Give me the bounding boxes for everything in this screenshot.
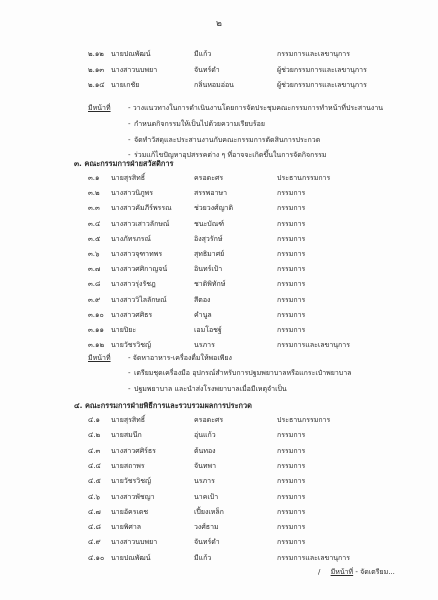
member-number: ๔.๖	[88, 492, 100, 501]
member-name: นางสาววิไลลักษณ์	[111, 295, 167, 304]
member-row	[0, 233, 438, 246]
member-row	[0, 324, 438, 337]
member-surname: จันทพา	[194, 461, 217, 470]
member-role: กรรมการ	[277, 250, 306, 258]
member-name: นายพิศาล	[111, 523, 142, 532]
member-role: กรรมการ	[277, 189, 306, 198]
member-role: กรรมการ	[277, 326, 306, 334]
member-row	[0, 64, 438, 77]
member-number: ๓.๓	[88, 204, 100, 213]
member-surname: ชาติพิทักษ์	[194, 280, 226, 289]
member-name: นายปณพัฒน์	[111, 553, 151, 562]
member-number: ๓.๒	[88, 189, 100, 198]
member-role: ประธานกรรมการ	[277, 416, 331, 424]
member-number: ๔.๓	[88, 446, 101, 455]
member-name: นางสาวนบพยา	[111, 65, 158, 74]
member-surname: อิงสุวรักษ์	[194, 234, 223, 243]
member-number: ๓.๑๑	[88, 326, 104, 334]
duty-text: จัดทำวัสดุและประสานงานกับคณะกรรมการตัดสินการประกวด	[134, 135, 321, 144]
member-number: ๔.๙	[88, 538, 101, 547]
bullet-dash: -	[128, 384, 131, 393]
member-role: กรรมการ	[277, 234, 306, 243]
member-number: ๓.๑๐	[88, 310, 104, 319]
bullet-dash: -	[128, 120, 131, 128]
member-role: กรรมการ	[277, 219, 306, 228]
duty-label: มีหน้าที่	[88, 354, 111, 362]
member-number: ๓.๗	[88, 265, 101, 274]
member-row	[0, 79, 438, 92]
member-surname: อินทร์เป้า	[194, 265, 223, 274]
member-role: กรรมการ	[277, 265, 306, 274]
member-name: นางสาวพัชญา	[111, 492, 155, 501]
member-surname: กลิ่นหอมอ่อน	[194, 81, 234, 89]
duty-item	[128, 134, 321, 147]
member-role: กรรมการ	[277, 431, 306, 440]
member-surname: มีแก้ว	[194, 50, 212, 58]
member-row	[0, 445, 438, 458]
bullet-dash: -	[128, 135, 131, 144]
member-role: กรรมการ	[277, 295, 306, 304]
footer-text: - จัดเตรียม...	[355, 568, 395, 576]
member-role: กรรมการ	[277, 523, 306, 532]
member-surname: ครอดะศร	[194, 174, 224, 182]
member-row	[0, 294, 438, 307]
member-row	[0, 506, 438, 519]
member-surname: วงศ์ธาม	[194, 523, 219, 532]
member-name: นางสาวเสาวลักษณ์	[111, 219, 170, 228]
member-name: นางสาวรุ่งรัชฎ	[111, 280, 156, 289]
member-name: นายเกชัย	[111, 81, 140, 89]
member-row	[0, 536, 438, 549]
bullet-dash: -	[128, 151, 131, 159]
member-number: ๔.๕	[88, 477, 101, 486]
member-row	[0, 475, 438, 488]
member-row	[0, 202, 438, 215]
member-role: ผู้ช่วยกรรมการและเลขานุการ	[277, 81, 367, 89]
member-role: กรรมการ	[277, 204, 306, 213]
section-heading-welfare: ๓. คณะกรรมการฝ่ายสวัสดิการ	[74, 159, 174, 168]
member-row	[0, 263, 438, 276]
member-name: นางสาวนิภูพร	[111, 189, 154, 198]
member-name: นายสุรสิทธิ์	[111, 416, 146, 424]
member-row	[0, 218, 438, 231]
member-row	[0, 248, 438, 261]
member-role: ประธานกรรมการ	[277, 174, 331, 182]
member-name: นางสาวจุฑาทพร	[111, 250, 163, 258]
duty-item	[128, 118, 265, 131]
member-row	[0, 414, 438, 427]
member-name: นายวัชรวิชญ์	[111, 341, 151, 350]
member-role: กรรมการและเลขานุการ	[277, 553, 350, 562]
duty-item	[128, 383, 287, 396]
member-surname: นรภาร	[194, 341, 215, 350]
member-number: ๒.๑๓	[88, 65, 105, 74]
member-role: กรรมการ	[277, 492, 306, 501]
member-name: นางภัทรภรณ์	[111, 234, 151, 243]
member-row	[0, 552, 438, 565]
member-number: ๔.๑	[88, 416, 100, 424]
member-number: ๔.๗	[88, 507, 101, 516]
duty-item	[128, 367, 352, 380]
member-surname: นาคเป้า	[194, 492, 219, 501]
duty-text: ปฐมพยาบาล และนำส่งโรงพยาบาลเมื่อมีเหตุจำเป็น	[134, 384, 287, 393]
member-role: กรรมการ	[277, 461, 306, 470]
member-number: ๒.๑๒	[88, 50, 104, 58]
member-name: นางสาวนบพยา	[111, 538, 158, 547]
member-surname: ครอดะศร	[194, 416, 224, 424]
member-number: ๓.๑	[88, 174, 100, 182]
member-name: นายปิยะ	[111, 326, 137, 334]
member-number: ๔.๔	[88, 461, 101, 470]
duty-text: กำหนดกิจกรรมให้เป็นไปด้วยความเรียบร้อย	[134, 120, 265, 128]
member-number: ๓.๙	[88, 295, 101, 304]
member-surname: จันทร์ดำ	[194, 65, 220, 74]
member-row	[0, 309, 438, 322]
member-number: ๒.๑๔	[88, 81, 105, 89]
member-name: นายสถาพร	[111, 461, 145, 470]
member-name: นางสาวศศิธร	[111, 310, 153, 319]
page-number: ๒	[216, 19, 222, 29]
member-number: ๓.๑๒	[88, 341, 105, 350]
member-name: นายอัครเดช	[111, 507, 149, 516]
member-row	[0, 460, 438, 473]
member-role: กรรมการและเลขานุการ	[277, 341, 350, 350]
member-number: ๔.๑๐	[88, 553, 105, 562]
member-row	[0, 278, 438, 291]
member-number: ๓.๖	[88, 250, 100, 258]
footer-slash: /	[318, 568, 321, 576]
member-row	[0, 187, 438, 200]
member-surname: สรรพอาษา	[194, 189, 228, 198]
member-number: ๔.๘	[88, 523, 101, 532]
member-number: ๓.๕	[88, 234, 101, 243]
member-row	[0, 339, 438, 352]
member-surname: อุ่นแก้ว	[194, 431, 216, 440]
member-role: กรรมการและเลขานุการ	[277, 50, 350, 58]
member-role: กรรมการ	[277, 310, 306, 319]
member-role: กรรมการ	[277, 507, 306, 516]
bullet-dash: -	[128, 369, 131, 377]
member-role: ผู้ช่วยกรรมการและเลขานุการ	[277, 65, 367, 74]
member-row	[0, 521, 438, 534]
member-surname: คำนูล	[194, 310, 212, 319]
member-name: นางสาวคัมภีร์พรรณ	[111, 204, 172, 213]
member-surname: ต้นทอง	[194, 446, 216, 455]
continuation-footer	[318, 566, 395, 579]
member-name: นางสาวศศิกาญจน์	[111, 265, 168, 274]
member-row	[0, 429, 438, 442]
member-number: ๔.๒	[88, 431, 101, 440]
duty-text: ร่วมแก้ไขปัญหาอุปสรรคต่าง ๆ ที่อาจจะเกิดขึ้นในการจัดกิจกรรม	[134, 151, 327, 159]
member-row	[0, 172, 438, 185]
member-role: กรรมการ	[277, 477, 306, 486]
duty-item: - จัดหาอาหาร-เครื่องดื่มให้พอเพียง	[128, 354, 232, 362]
member-surname: มีแก้ว	[194, 553, 212, 562]
member-name: นายปณพัฒน์	[111, 50, 151, 58]
member-surname: เอมโอชฐ์	[194, 326, 222, 334]
member-surname: ช่วยวงศ์ญาติ	[194, 204, 234, 213]
member-name: นางสาวศศิร์ธร	[111, 446, 156, 455]
member-surname: สีตอง	[194, 295, 211, 304]
member-role: กรรมการ	[277, 446, 306, 455]
duty-item: - วางแนวทางในการดำเนินงานโดยการจัดประชุมคณะกรรมการทำหน้าที่ประสานงาน	[128, 104, 384, 112]
member-surname: นรภาร	[194, 477, 215, 486]
member-surname: เปี้ยงเหล็ก	[194, 507, 224, 516]
member-name: นายสุรสิทธิ์	[111, 174, 146, 182]
member-number: ๓.๘	[88, 280, 101, 289]
duty-label: มีหน้าที่	[88, 104, 111, 112]
footer-label: มีหน้าที่	[330, 568, 354, 576]
member-row	[0, 491, 438, 504]
member-name: นายสมนึก	[111, 431, 142, 440]
member-name: นายวัชรวิชญ์	[111, 477, 151, 486]
member-surname: จันทร์ดำ	[194, 538, 220, 547]
member-surname: สุทธิมาศย์	[194, 250, 225, 258]
member-role: กรรมการ	[277, 280, 306, 289]
member-number: ๓.๔	[88, 219, 101, 228]
member-row	[0, 48, 438, 61]
section-heading-ceremony: ๔. คณะกรรมการฝ่ายพิธีการและรวบรวมผลการประกวด	[74, 401, 252, 410]
member-surname: ชนะบัณฑ์	[194, 219, 225, 228]
member-role: กรรมการ	[277, 538, 306, 547]
duty-text: เตรียมชุดเครื่องมือ อุปกรณ์สำหรับการปฐมพยาบาลหรือแกระเป๋าพยาบาล	[134, 369, 352, 377]
